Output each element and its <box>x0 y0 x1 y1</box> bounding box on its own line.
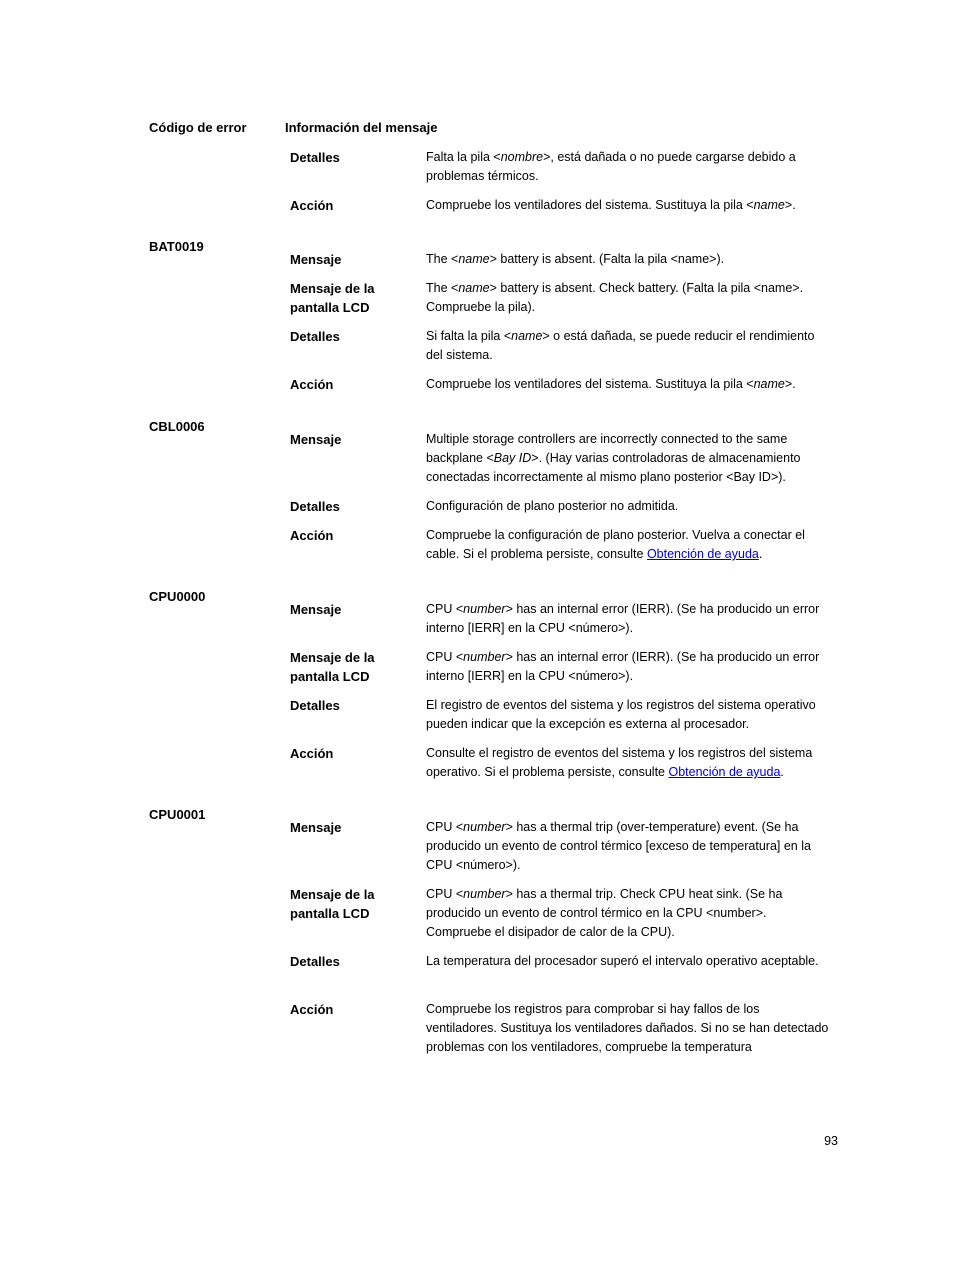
value-action: Compruebe los registros para comprobar si hay fallos de los ventiladores. Sustituya los ventiladores dañados. Si no se han detectado problemas con los ventiladores, compruebe la temperatura <box>426 1002 829 1054</box>
label-lcd-message: Mensaje de la pantalla LCD <box>290 650 375 684</box>
label-action: Acción <box>290 377 334 392</box>
label-details: Detalles <box>290 150 340 165</box>
value-message: Multiple storage controllers are incorrectly connected to the same backplane <Bay ID>. (Hay varias controladoras de almacenamiento conectadas incorrectamente al mismo plano posterior <Bay ID>). <box>426 432 801 484</box>
value-details: Falta la pila <nombre>, está dañada o no puede cargarse debido a problemas térmicos. <box>426 150 796 183</box>
error-code-bat0019: BAT0019 <box>149 239 204 254</box>
value-action: Compruebe los ventiladores del sistema. Sustituya la pila <name>. <box>426 198 796 212</box>
label-lcd-message: Mensaje de la pantalla LCD <box>290 887 375 921</box>
value-message: CPU <number> has an internal error (IERR). (Se ha producido un error interno [IERR] en la CPU <número>). <box>426 602 820 635</box>
label-action: Acción <box>290 528 334 543</box>
value-action: Consulte el registro de eventos del sistema y los registros del sistema operativo. Si el problema persiste, consulte Obtención de ayuda. <box>426 746 813 779</box>
label-details: Detalles <box>290 954 340 969</box>
header-error-code: Código de error <box>149 120 247 135</box>
label-action: Acción <box>290 1002 334 1017</box>
value-action: Compruebe la configuración de plano posterior. Vuelva a conectar el cable. Si el problema persiste, consulte Obtención de ayuda. <box>426 528 805 561</box>
label-details: Detalles <box>290 329 340 344</box>
value-details: La temperatura del procesador superó el intervalo operativo aceptable. <box>426 954 819 968</box>
value-message: CPU <number> has a thermal trip (over-temperature) event. (Se ha producido un evento de control térmico [exceso de temperatura] en la CPU <número>). <box>426 820 811 872</box>
help-link[interactable]: Obtención de ayuda <box>646 547 759 561</box>
label-message: Mensaje <box>290 252 342 267</box>
value-lcd-message: CPU <number> has a thermal trip. Check CPU heat sink. (Se ha producido un evento de control térmico en la CPU <number>. Compruebe el disipador de calor de la CPU). <box>426 887 783 939</box>
value-details: Si falta la pila <name> o está dañada, se puede reducir el rendimiento del sistema. <box>426 329 815 362</box>
value-details: Configuración de plano posterior no admitida. <box>426 499 679 513</box>
label-action: Acción <box>290 198 334 213</box>
label-action: Acción <box>290 746 334 761</box>
value-message: The <name> battery is absent. (Falta la pila <name>). <box>426 252 725 266</box>
help-link[interactable]: Obtención de ayuda <box>668 765 781 779</box>
header-message-info: Información del mensaje <box>285 120 438 135</box>
value-action: Compruebe los ventiladores del sistema. Sustituya la pila <name>. <box>426 377 796 391</box>
label-details: Detalles <box>290 499 340 514</box>
label-message: Mensaje <box>290 432 342 447</box>
value-details: El registro de eventos del sistema y los registros del sistema operativo pueden indicar que la excepción es externa al procesador. <box>426 698 816 731</box>
error-code-cpu0001: CPU0001 <box>149 807 206 822</box>
error-code-cbl0006: CBL0006 <box>149 419 205 434</box>
label-lcd-message: Mensaje de la pantalla LCD <box>290 281 375 315</box>
label-message: Mensaje <box>290 820 342 835</box>
page-number: 93 <box>824 1134 838 1148</box>
value-lcd-message: The <name> battery is absent. Check battery. (Falta la pila <name>. Compruebe la pila). <box>426 281 804 314</box>
label-details: Detalles <box>290 698 340 713</box>
error-code-cpu0000: CPU0000 <box>149 589 206 604</box>
label-message: Mensaje <box>290 602 342 617</box>
value-lcd-message: CPU <number> has an internal error (IERR). (Se ha producido un error interno [IERR] en la CPU <número>). <box>426 650 820 683</box>
